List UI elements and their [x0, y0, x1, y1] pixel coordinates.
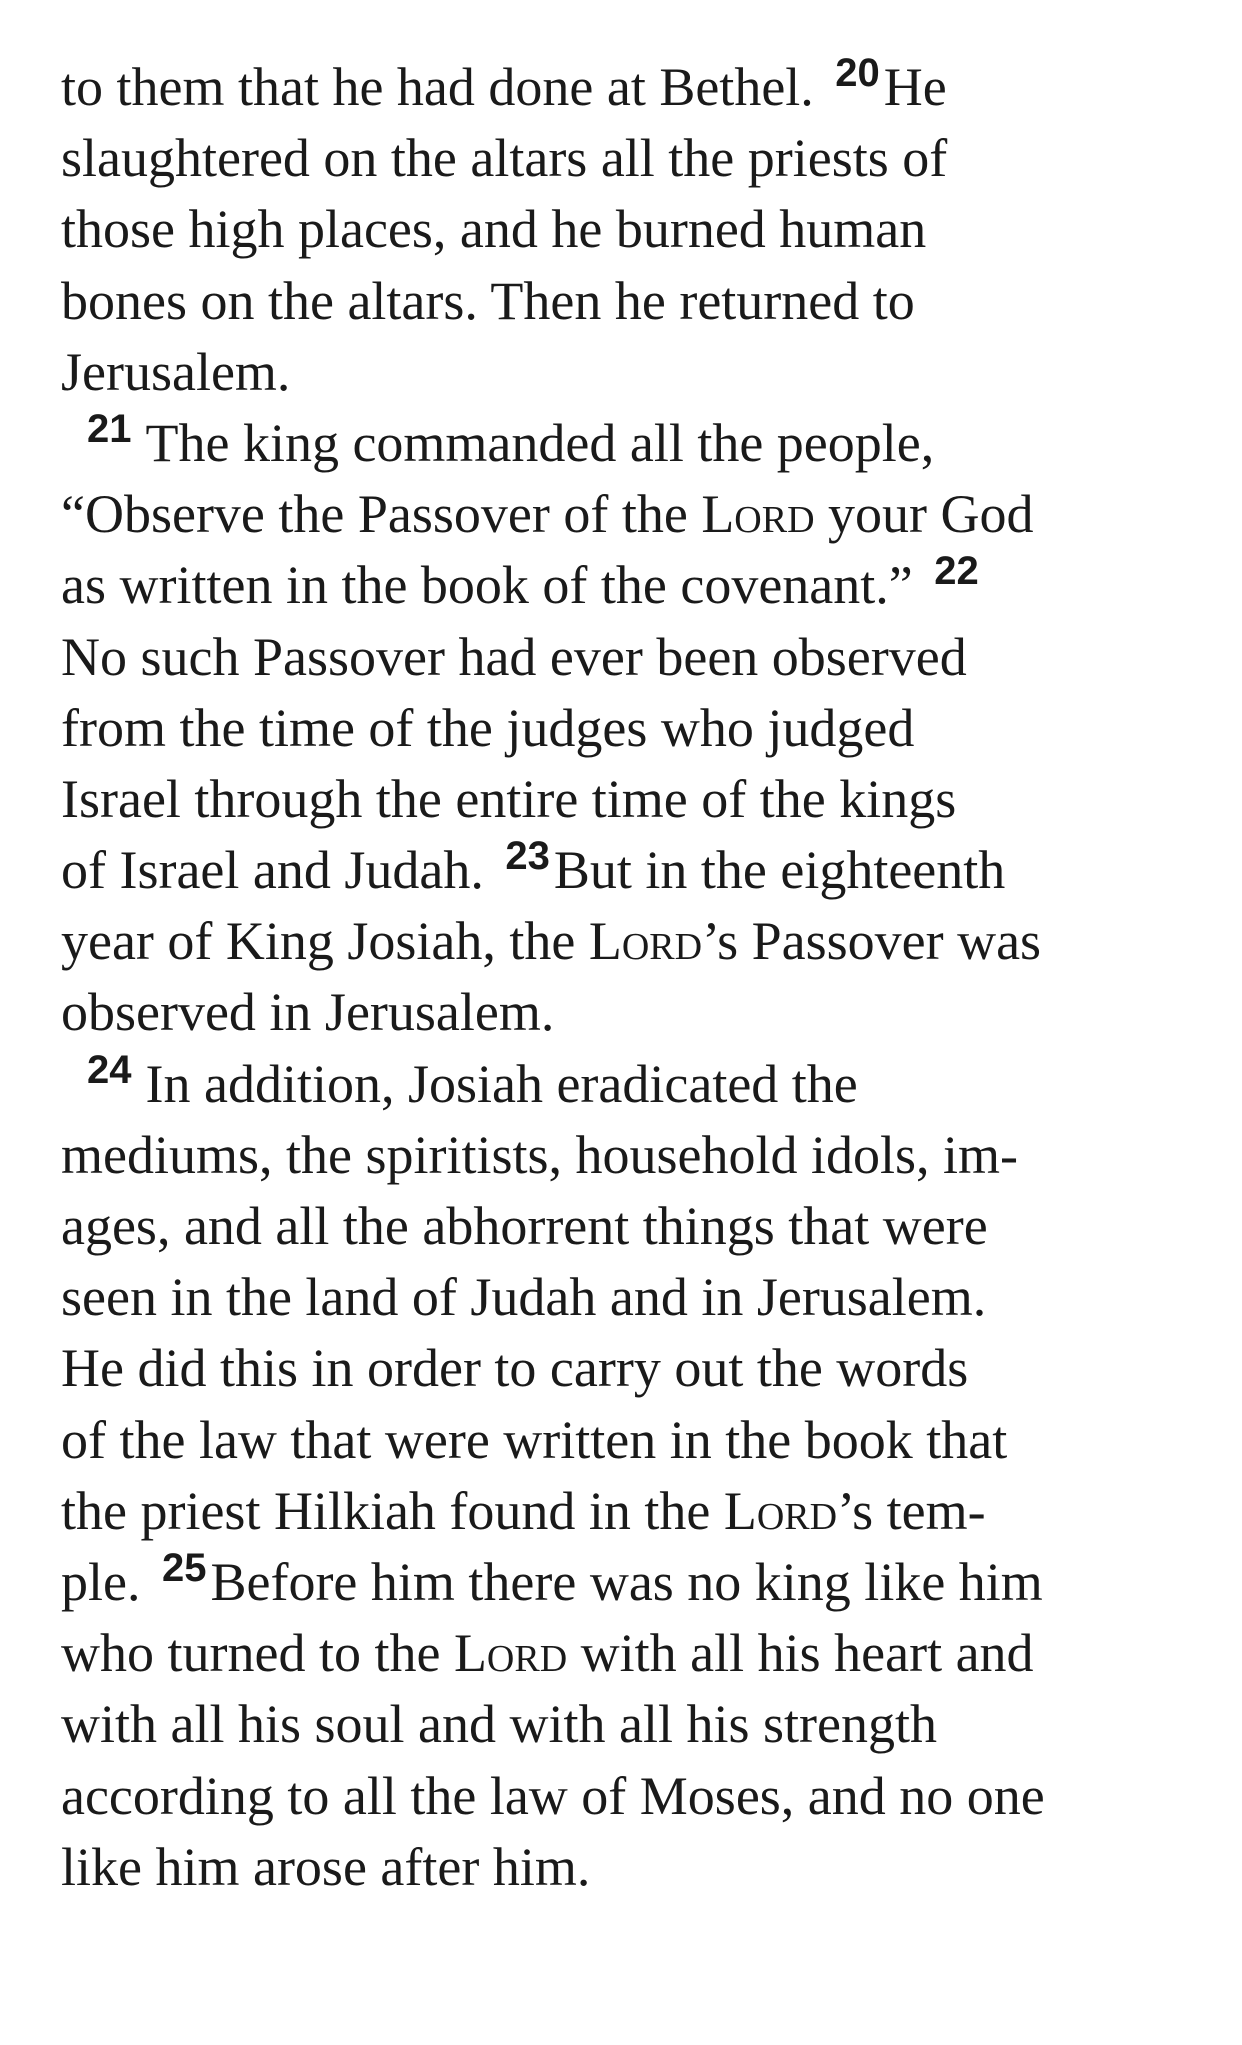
- text-segment: But in the eighteenth: [553, 840, 1006, 901]
- text-line: He did this in order to carry out the words: [61, 1338, 969, 1399]
- text-line: [61, 1476, 1201, 1547]
- text-line: [61, 1547, 1201, 1618]
- verse-number-23[interactable]: 23: [505, 834, 550, 879]
- verse-number-24[interactable]: 24: [87, 1047, 132, 1092]
- text-line: No such Passover had ever been observed: [61, 626, 967, 687]
- text-segment: to them that he had done at Bethel.: [61, 57, 814, 117]
- text-segment: ple.: [61, 1551, 141, 1612]
- text-line: [61, 550, 1201, 621]
- text-segment: year of King Josiah, the: [61, 911, 576, 972]
- text-line: [61, 479, 1201, 550]
- text-segment: ’s Passover was: [702, 911, 1042, 972]
- text-line: like him arose after him.: [61, 1836, 591, 1897]
- text-line: [61, 408, 1201, 479]
- text-line: Jerusalem.: [61, 341, 291, 402]
- text-segment: In addition, Josiah eradicated the: [145, 1053, 858, 1114]
- text-line: from the time of the judges who judged: [61, 697, 915, 758]
- verse-number-21[interactable]: 21: [87, 406, 132, 451]
- text-line: those high places, and he burned human: [61, 199, 927, 260]
- text-line: [61, 906, 1201, 977]
- text-line: [61, 1049, 1201, 1120]
- text-segment: who turned to the: [61, 1623, 441, 1684]
- text-segment: ’s tem-: [837, 1480, 986, 1541]
- text-line: [61, 835, 1201, 906]
- verse-number-22[interactable]: 22: [934, 549, 979, 594]
- text-segment: your God: [828, 484, 1034, 545]
- text-line: slaughtered on the altars all the priests of: [61, 128, 948, 189]
- text-line: ages, and all the abhorrent things that were: [61, 1196, 988, 1256]
- divine-name: Lord: [701, 484, 815, 545]
- text-line: seen in the land of Judah and in Jerusalem.: [61, 1267, 987, 1328]
- divine-name: Lord: [723, 1480, 838, 1541]
- text-segment: Before him there was no king like him: [210, 1551, 1043, 1612]
- text-line: [61, 52, 1201, 123]
- verse-number-20[interactable]: 20: [835, 51, 880, 95]
- text-line: of the law that were written in the book that: [61, 1409, 1008, 1470]
- text-line: mediums, the spiritists, household idols, im-: [61, 1124, 1018, 1185]
- text-segment: as written in the book of the covenant.”: [61, 555, 913, 616]
- text-line: Israel through the entire time of the kings: [61, 768, 957, 829]
- text-segment: with all his heart and: [580, 1623, 1034, 1684]
- text-line: bones on the altars. Then he returned to: [61, 270, 915, 331]
- text-segment: He: [883, 57, 947, 117]
- divine-name: Lord: [588, 911, 703, 972]
- scripture-text: [61, 52, 1201, 1903]
- text-line: according to all the law of Moses, and no one: [61, 1765, 1045, 1826]
- text-segment: of Israel and Judah.: [61, 840, 484, 901]
- text-segment: The king commanded all the people,: [145, 412, 935, 473]
- text-line: [61, 1618, 1201, 1689]
- text-segment: “Observe the Passover of the: [61, 484, 688, 545]
- divine-name: Lord: [453, 1623, 568, 1684]
- text-line: observed in Jerusalem.: [61, 982, 555, 1043]
- text-segment: the priest Hilkiah found in the: [61, 1480, 711, 1541]
- verse-number-25[interactable]: 25: [161, 1545, 207, 1590]
- text-line: with all his soul and with all his strength: [61, 1694, 937, 1755]
